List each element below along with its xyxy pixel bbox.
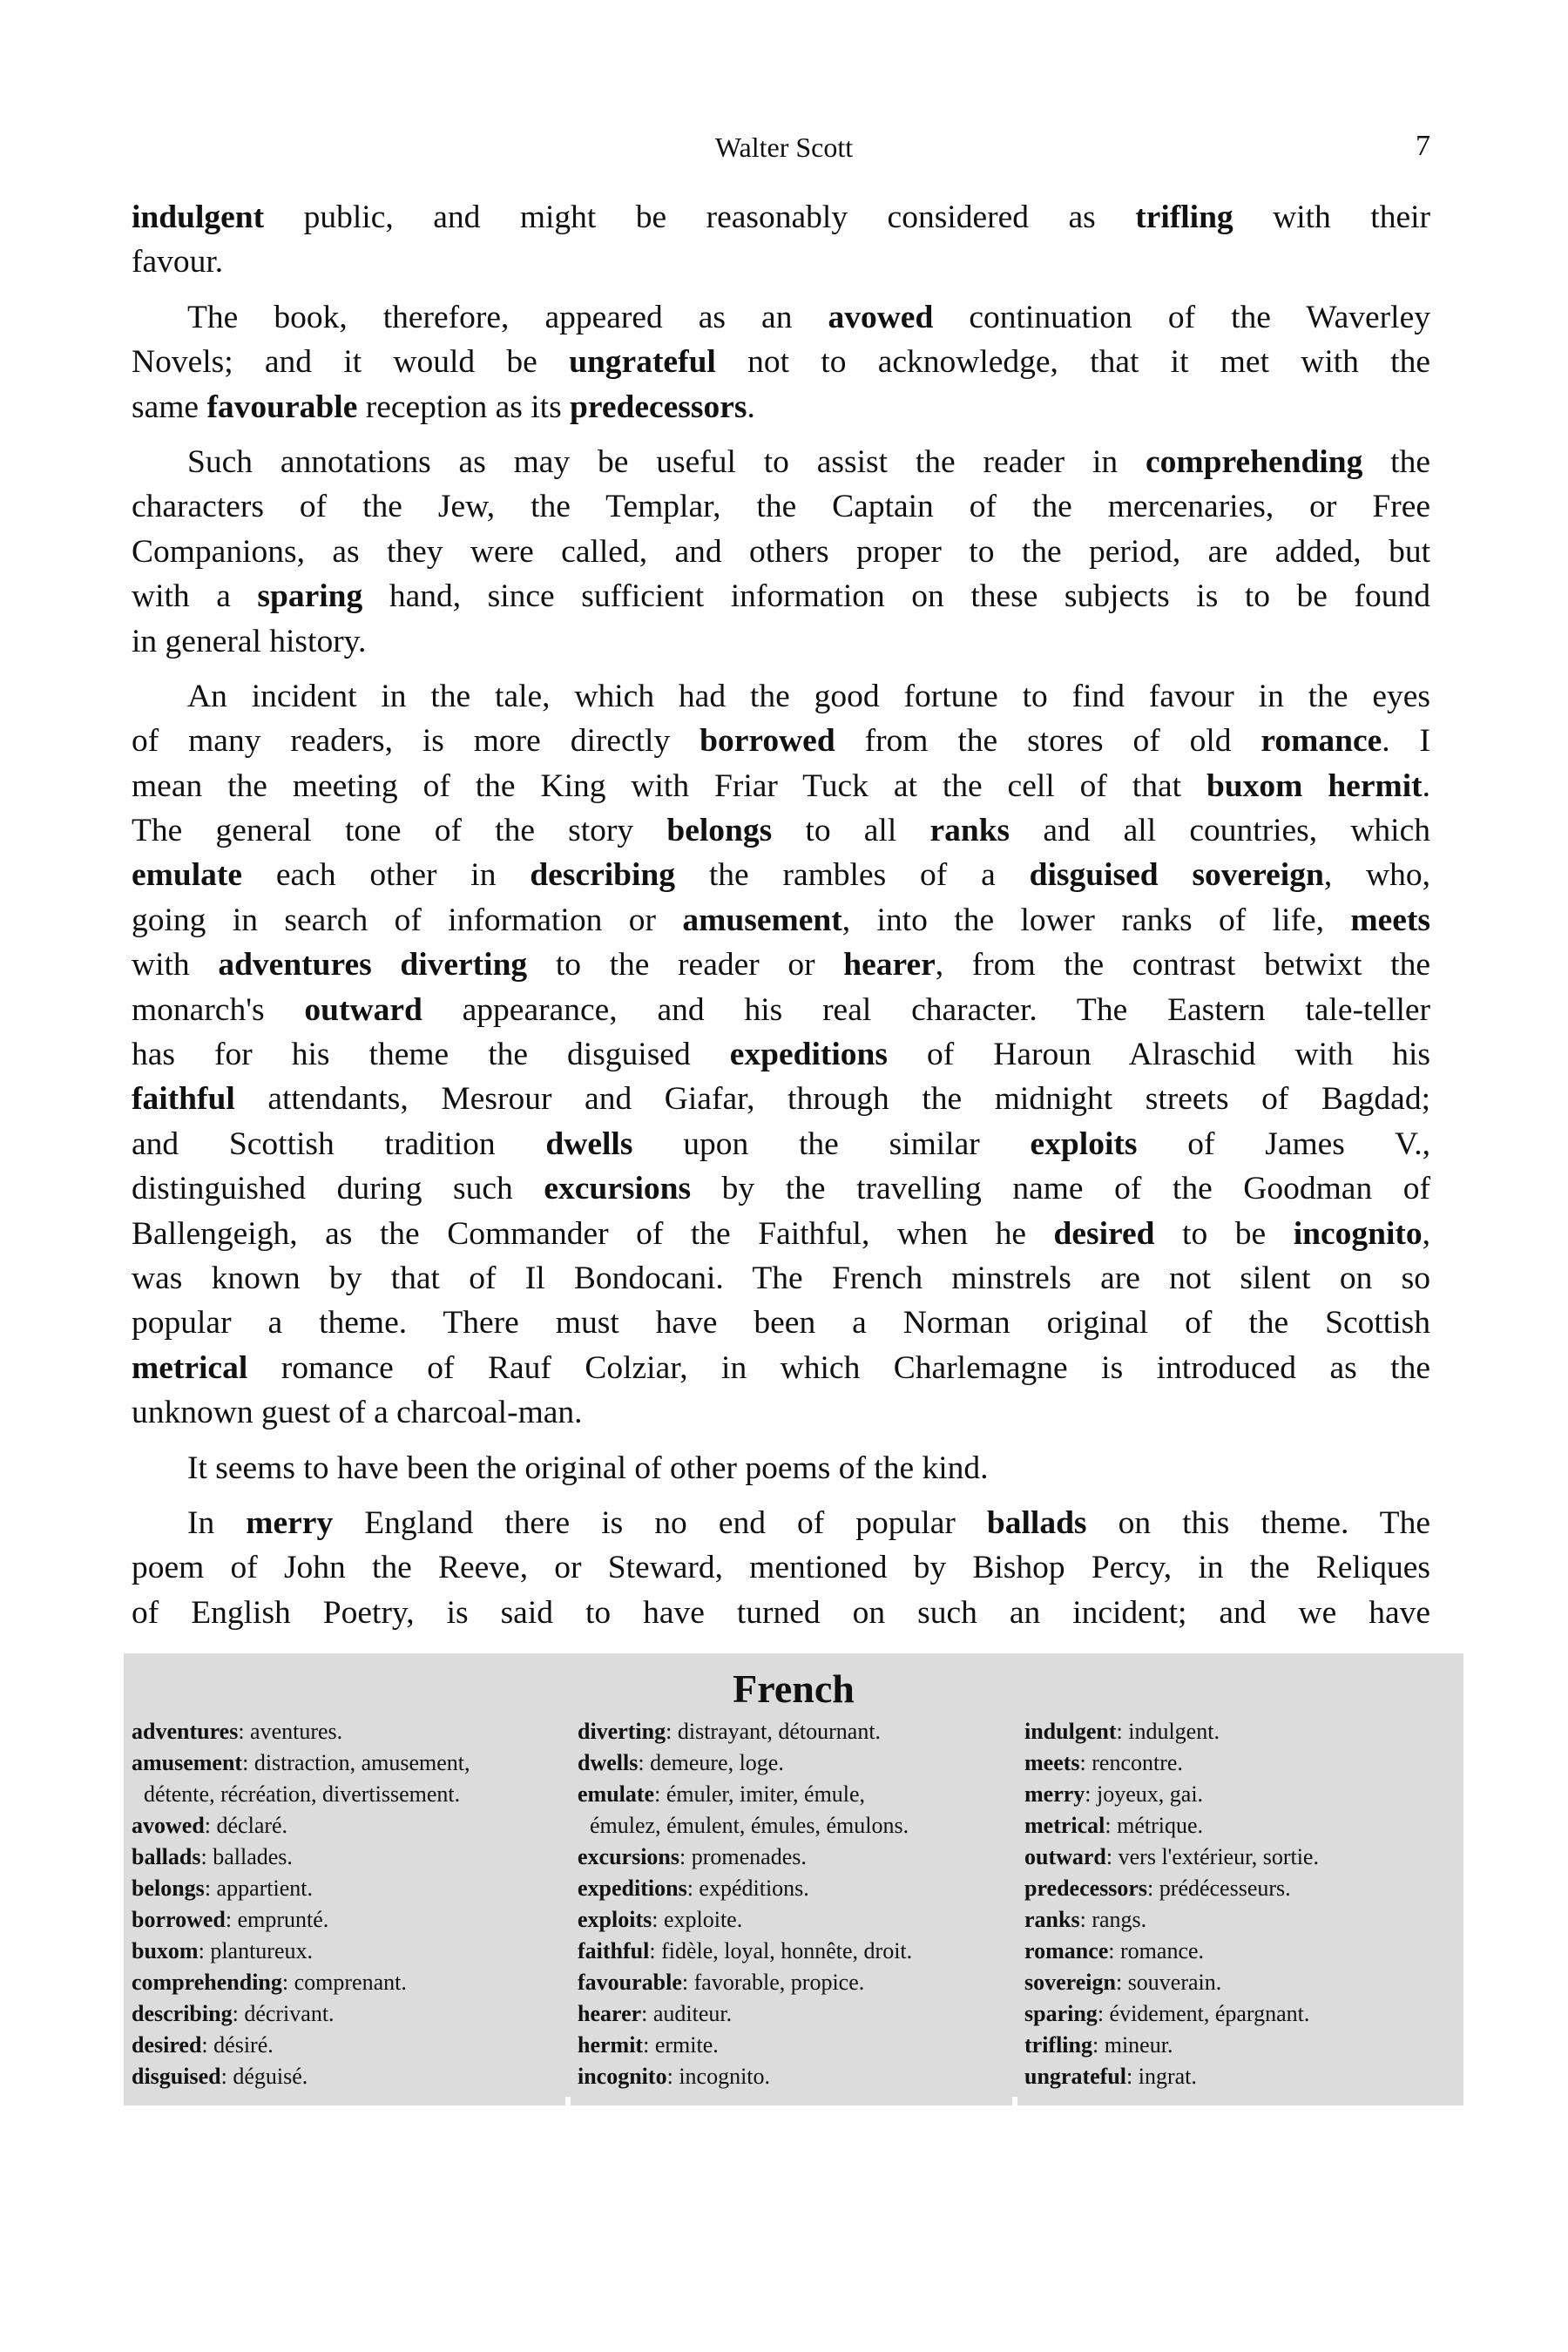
glossary-entry: metrical: métrique. xyxy=(1024,1813,1204,1838)
glossary-entry: romance: romance. xyxy=(1024,1938,1205,1963)
text-run: public, and might be reasonably considered as xyxy=(264,199,1136,235)
text-line xyxy=(132,1032,1430,1077)
text-run: , xyxy=(1422,1215,1430,1252)
glossary-definition: promenades. xyxy=(691,1844,807,1869)
text-run: of many readers, is more directly xyxy=(132,723,700,760)
vocab-word: comprehending xyxy=(1145,443,1363,480)
glossary-definition: joyeux, gai. xyxy=(1097,1781,1204,1807)
text-run: favour. xyxy=(132,244,224,280)
text-run: . xyxy=(1422,767,1430,804)
vocab-word: describing xyxy=(530,857,676,894)
glossary-word: sparing xyxy=(1024,2001,1098,2026)
glossary-entry: amusement: distraction, amusement, xyxy=(132,1750,470,1775)
text-line xyxy=(132,484,1430,529)
text-line xyxy=(132,1446,1430,1490)
text-line xyxy=(132,764,1430,808)
text-run: in general history. xyxy=(132,623,367,659)
text-run: Such annotations as may be useful to assist the reader in xyxy=(187,443,1146,480)
text-run: same xyxy=(132,389,207,425)
glossary-entry: trifling: mineur. xyxy=(1024,2032,1173,2058)
text-line xyxy=(132,1212,1430,1256)
glossary-entry: exploits: exploite. xyxy=(578,1907,743,1932)
text-run: has for his theme the disguised xyxy=(132,1037,730,1073)
glossary-word: hermit xyxy=(578,2032,644,2058)
glossary-definition: plantureux. xyxy=(210,1938,313,1963)
text-run: and all countries, which xyxy=(1010,813,1430,849)
text-run: with xyxy=(132,947,219,983)
paragraph xyxy=(132,1501,1430,1635)
text-line xyxy=(132,619,1430,664)
glossary-word: comprehending xyxy=(132,1970,282,1995)
glossary-entry: sparing: évidement, épargnant. xyxy=(1024,2001,1310,2026)
vocab-word: expeditions xyxy=(729,1037,889,1073)
glossary-definition: prédécesseurs. xyxy=(1159,1876,1291,1901)
glossary-word: romance xyxy=(1024,1938,1109,1963)
text-run: Novels; and it would be xyxy=(132,344,570,381)
text-line xyxy=(132,240,1430,284)
glossary-word: expeditions xyxy=(578,1876,687,1901)
glossary-entry: favourable: favorable, propice. xyxy=(578,1970,865,1995)
text-run: In xyxy=(187,1504,247,1541)
glossary-entry: sovereign: souverain. xyxy=(1024,1970,1222,1995)
glossary-definition: fidèle, loyal, honnête, droit. xyxy=(661,1938,913,1963)
glossary-definition: vers l'extérieur, sortie. xyxy=(1118,1844,1319,1869)
text-line xyxy=(132,530,1430,574)
vocab-word: metrical xyxy=(132,1349,248,1386)
glossary-definition: émuler, imiter, émule, xyxy=(666,1781,866,1807)
glossary-word: outward xyxy=(1024,1844,1106,1869)
glossary-word: avowed xyxy=(132,1813,205,1838)
glossary-definition: mineur. xyxy=(1104,2032,1173,2058)
vocab-word: desired xyxy=(1053,1215,1155,1252)
glossary-definition: ingrat. xyxy=(1138,2064,1197,2089)
text-line xyxy=(132,574,1430,618)
text-line xyxy=(132,1501,1430,1545)
vocab-word: exploits xyxy=(1030,1125,1138,1162)
text-run: , from the contrast betwixt the xyxy=(935,947,1430,983)
glossary-definition: aventures. xyxy=(250,1719,343,1744)
vocab-word: incognito xyxy=(1293,1215,1423,1252)
glossary-word: exploits xyxy=(578,1907,652,1932)
vocab-word: indulgent xyxy=(132,199,265,235)
text-run: going in search of information or xyxy=(132,902,683,938)
glossary-definition: rangs. xyxy=(1092,1907,1147,1932)
text-line xyxy=(132,898,1430,943)
vocab-word: emulate xyxy=(132,857,243,894)
glossary-definition: déguisé. xyxy=(233,2064,308,2089)
text-line xyxy=(132,988,1430,1032)
glossary-word: merry xyxy=(1024,1781,1085,1807)
glossary-title: French xyxy=(733,1666,855,1711)
running-header: Walter Scott xyxy=(714,132,854,163)
glossary-word: hearer xyxy=(578,2001,642,2026)
vocab-word: avowed xyxy=(828,299,934,335)
text-line xyxy=(132,1390,1430,1435)
glossary-entry: outward: vers l'extérieur, sortie. xyxy=(1024,1844,1319,1869)
text-run: of James V., xyxy=(1137,1125,1431,1162)
text-run: . xyxy=(747,389,755,425)
glossary-definition: métrique. xyxy=(1117,1813,1204,1838)
text-line xyxy=(132,808,1430,853)
paragraph xyxy=(132,440,1430,664)
glossary-entry: adventures: aventures. xyxy=(132,1719,343,1744)
glossary-definition: appartient. xyxy=(216,1876,313,1901)
vocab-word: sparing xyxy=(257,578,363,615)
text-line xyxy=(132,340,1430,384)
vocab-word: amusement xyxy=(682,902,842,938)
glossary-definition: rencontre. xyxy=(1092,1750,1183,1775)
text-run: of English Poetry, is said to have turned on such an incident; and we have xyxy=(132,1594,1430,1631)
text-run: by the travelling name of the Goodman of xyxy=(691,1171,1430,1207)
glossary-definition: souverain. xyxy=(1127,1970,1222,1995)
glossary-entry: borrowed: emprunté. xyxy=(132,1907,329,1932)
text-run: reception as its xyxy=(357,389,571,425)
vocab-word: excursions xyxy=(544,1171,692,1207)
text-run: unknown guest of a charcoal-man. xyxy=(132,1395,583,1431)
glossary-entry: diverting: distrayant, détournant. xyxy=(578,1719,882,1744)
glossary-entry: comprehending: comprenant. xyxy=(132,1970,407,1995)
vocab-word: favourable xyxy=(206,389,358,425)
column-divider xyxy=(1012,2097,1017,2105)
paragraph xyxy=(132,195,1430,285)
glossary-word: emulate xyxy=(578,1781,655,1807)
glossary-definition: exploite. xyxy=(663,1907,743,1932)
glossary-entry: belongs: appartient. xyxy=(132,1876,313,1901)
text-line xyxy=(132,719,1430,763)
text-run: characters of the Jew, the Templar, the Captain of the mercenaries, or Free xyxy=(132,489,1430,525)
glossary-entry: dwells: demeure, loge. xyxy=(578,1750,784,1775)
text-run: poem of John the Reeve, or Steward, mentioned by Bishop Percy, in the Reliques xyxy=(132,1550,1430,1586)
text-run: It seems to have been the original of other poems of the kind. xyxy=(187,1450,989,1486)
vocab-word: meets xyxy=(1350,902,1430,938)
glossary-word: sovereign xyxy=(1024,1970,1116,1995)
glossary-word: dwells xyxy=(578,1750,639,1775)
text-run: to all xyxy=(772,813,930,849)
text-line xyxy=(132,1256,1430,1301)
vocab-word: borrowed xyxy=(700,723,835,760)
glossary-definition: incognito. xyxy=(679,2064,771,2089)
text-run: continuation of the Waverley xyxy=(933,299,1430,335)
glossary-word: faithful xyxy=(578,1938,650,1963)
text-run: of Haroun Alraschid with his xyxy=(888,1037,1430,1073)
vocab-word: disguised sovereign xyxy=(1029,857,1324,894)
text-run: , into the lower ranks of life, xyxy=(841,902,1351,938)
glossary-word: borrowed xyxy=(132,1907,226,1932)
glossary-box xyxy=(124,1653,1463,2105)
glossary-definition-continued: détente, récréation, divertissement. xyxy=(144,1781,461,1807)
glossary-definition: emprunté. xyxy=(237,1907,329,1932)
paragraph xyxy=(132,295,1430,429)
text-run: Ballengeigh, as the Commander of the Faithful, when he xyxy=(132,1215,1054,1252)
text-line xyxy=(132,1122,1430,1166)
glossary-entry: expeditions: expéditions. xyxy=(578,1876,809,1901)
glossary-entry: hearer: auditeur. xyxy=(578,2001,733,2026)
glossary-definition: indulgent. xyxy=(1128,1719,1220,1744)
text-run: from the stores of old xyxy=(835,723,1261,760)
vocab-word: dwells xyxy=(545,1125,633,1162)
glossary-word: adventures xyxy=(132,1719,239,1744)
glossary-entry: avowed: déclaré. xyxy=(132,1813,288,1838)
text-line xyxy=(132,853,1430,897)
paragraph xyxy=(132,674,1430,1436)
glossary-word: trifling xyxy=(1024,2032,1092,2058)
text-run: to the reader or xyxy=(527,947,844,983)
text-run: on this theme. The xyxy=(1086,1504,1430,1541)
glossary-entry: buxom: plantureux. xyxy=(132,1938,313,1963)
vocab-word: outward xyxy=(304,991,422,1028)
glossary-word: diverting xyxy=(578,1719,666,1744)
glossary-entry: emulate: émuler, imiter, émule, xyxy=(578,1781,866,1807)
vocab-word: ungrateful xyxy=(569,344,716,381)
glossary-definition: distraction, amusement, xyxy=(253,1750,470,1775)
paragraph xyxy=(132,1446,1430,1490)
body-text xyxy=(132,195,1430,1635)
text-run: hand, since sufficient information on these subjects is to be found xyxy=(362,578,1430,615)
glossary-definition: distrayant, détournant. xyxy=(677,1719,882,1744)
text-line xyxy=(132,674,1430,719)
text-run: popular a theme. There must have been a Norman original of the Scottish xyxy=(132,1305,1430,1342)
text-run: and Scottish tradition xyxy=(132,1125,546,1162)
vocab-word: hearer xyxy=(843,947,936,983)
glossary-definition: romance. xyxy=(1120,1938,1205,1963)
vocab-word: belongs xyxy=(666,813,773,849)
text-run: upon the similar xyxy=(632,1125,1031,1162)
text-line xyxy=(132,943,1430,987)
text-run: . I xyxy=(1382,723,1431,760)
text-run: the xyxy=(1362,443,1430,480)
text-run: each other in xyxy=(242,857,531,894)
page-number: 7 xyxy=(1416,130,1430,162)
glossary-word: ungrateful xyxy=(1024,2064,1126,2089)
text-run: not to acknowledge, that it met with the xyxy=(715,344,1430,381)
text-run: appearance, and his real character. The Eastern tale-teller xyxy=(422,991,1431,1028)
vocab-word: trifling xyxy=(1135,199,1233,235)
glossary-entry: merry: joyeux, gai. xyxy=(1024,1781,1204,1807)
text-line xyxy=(132,195,1430,240)
text-line xyxy=(132,1591,1430,1635)
glossary-definition: favorable, propice. xyxy=(693,1970,865,1995)
vocab-word: faithful xyxy=(132,1081,235,1118)
text-run: romance of Rauf Colziar, in which Charlemagne is introduced as the xyxy=(247,1349,1430,1386)
glossary-entry: excursions: promenades. xyxy=(578,1844,807,1869)
glossary-definition: ermite. xyxy=(654,2032,719,2058)
vocab-word: romance xyxy=(1260,723,1382,760)
text-line xyxy=(132,1346,1430,1390)
glossary-word: desired xyxy=(132,2032,202,2058)
vocab-word: adventures diverting xyxy=(218,947,528,983)
glossary-definition-continued: émulez, émulent, émules, émulons. xyxy=(590,1813,909,1838)
glossary-definition: expéditions. xyxy=(699,1876,809,1901)
glossary-definition: évidement, épargnant. xyxy=(1109,2001,1310,2026)
vocab-word: buxom hermit xyxy=(1206,767,1423,804)
glossary-definition: auditeur. xyxy=(652,2001,733,2026)
glossary-word: describing xyxy=(132,2001,233,2026)
column-divider xyxy=(565,2097,571,2105)
glossary-entry: describing: décrivant. xyxy=(132,2001,335,2026)
glossary-word: amusement xyxy=(132,1750,243,1775)
glossary-definition: décrivant. xyxy=(244,2001,335,2026)
glossary-entry: hermit: ermite. xyxy=(578,2032,719,2058)
glossary-word: meets xyxy=(1024,1750,1080,1775)
glossary-entry: disguised: déguisé. xyxy=(132,2064,308,2089)
vocab-word: predecessors xyxy=(570,389,747,425)
glossary-definition: déclaré. xyxy=(216,1813,288,1838)
glossary-word: disguised xyxy=(132,2064,221,2089)
text-run: monarch's xyxy=(132,991,305,1028)
text-run: , who, xyxy=(1323,857,1431,894)
glossary-word: belongs xyxy=(132,1876,205,1901)
glossary-entry: ranks: rangs. xyxy=(1024,1907,1147,1932)
glossary-column xyxy=(1024,1716,1319,2092)
text-line xyxy=(132,1166,1430,1211)
glossary-entry: ballads: ballades. xyxy=(132,1844,293,1869)
text-run: with a xyxy=(132,578,258,615)
glossary-definition: comprenant. xyxy=(294,1970,407,1995)
glossary-word: predecessors xyxy=(1024,1876,1148,1901)
text-run: Companions, as they were called, and others proper to the period, are added, but xyxy=(132,533,1430,570)
text-line xyxy=(132,1545,1430,1590)
glossary-word: excursions xyxy=(578,1844,679,1869)
text-run: mean the meeting of the King with Friar Tuck at the cell of that xyxy=(132,767,1206,804)
text-line xyxy=(132,1301,1430,1345)
text-run: An incident in the tale, which had the good fortune to find favour in the eyes xyxy=(187,678,1430,714)
text-run: the rambles of a xyxy=(675,857,1030,894)
glossary-definition: ballades. xyxy=(213,1844,293,1869)
glossary-entry: indulgent: indulgent. xyxy=(1024,1719,1220,1744)
vocab-word: ballads xyxy=(986,1504,1087,1541)
glossary-word: metrical xyxy=(1024,1813,1105,1838)
glossary-column xyxy=(578,1716,912,2092)
glossary-word: ranks xyxy=(1024,1907,1080,1932)
glossary-entry: ungrateful: ingrat. xyxy=(1024,2064,1197,2089)
text-run: attendants, Mesrour and Giafar, through the midnight streets of Bagdad; xyxy=(234,1081,1430,1118)
text-line xyxy=(132,1077,1430,1121)
glossary-entry: predecessors: prédécesseurs. xyxy=(1024,1876,1291,1901)
glossary-word: buxom xyxy=(132,1938,199,1963)
text-line xyxy=(132,295,1430,340)
glossary-entry: meets: rencontre. xyxy=(1024,1750,1183,1775)
glossary-definition: désiré. xyxy=(213,2032,274,2058)
vocab-word: ranks xyxy=(929,813,1010,849)
text-run: to be xyxy=(1154,1215,1294,1252)
text-line xyxy=(132,440,1430,484)
text-run: The book, therefore, appeared as an xyxy=(187,299,828,335)
glossary-entry: faithful: fidèle, loyal, honnête, droit. xyxy=(578,1938,913,1963)
text-line xyxy=(132,385,1430,429)
glossary-word: ballads xyxy=(132,1844,201,1869)
glossary-entry: desired: désiré. xyxy=(132,2032,274,2058)
glossary-word: incognito xyxy=(578,2064,667,2089)
vocab-word: merry xyxy=(246,1504,334,1541)
glossary-column xyxy=(132,1716,470,2092)
text-run: distinguished during such xyxy=(132,1171,544,1207)
glossary-word: favourable xyxy=(578,1970,682,1995)
text-run: was known by that of Il Bondocani. The French minstrels are not silent on so xyxy=(132,1260,1430,1296)
glossary-definition: demeure, loge. xyxy=(650,1750,784,1775)
text-run: England there is no end of popular xyxy=(333,1504,987,1541)
glossary-entry: incognito: incognito. xyxy=(578,2064,771,2089)
glossary-word: indulgent xyxy=(1024,1719,1117,1744)
text-run: with their xyxy=(1233,199,1431,235)
text-run: The general tone of the story xyxy=(132,813,667,849)
